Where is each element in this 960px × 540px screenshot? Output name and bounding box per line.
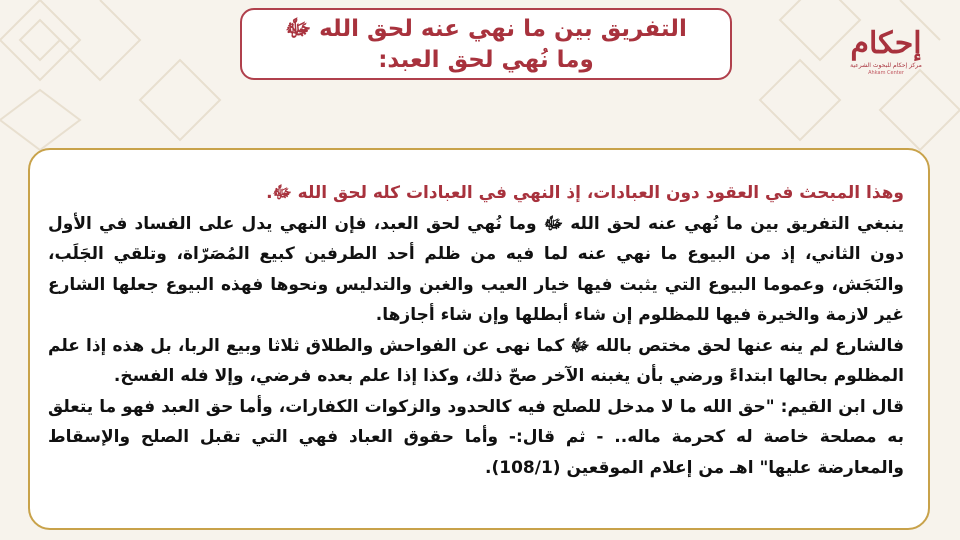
logo-wordmark: إحكام xyxy=(850,26,922,61)
logo-subtitle: مركز إحكام للبحوث الشرعية xyxy=(850,62,922,69)
ibn-qayyim-quote: قال ابن القيم: "حق الله ما لا مدخل للصلح فيه كالحدود والزكوات الكفارات، وأما حق العبد فهو ما يتعلق به مصلحة خاصة له كحرمة ماله.. - ثم قال:- وأما حقوق العباد فهي التي تقبل الصلح والإسقاط والمعارضة عليها" اهـ من إعلام الموقعين (108/1). xyxy=(48,396,904,478)
logo-tagline: Ahkam Center xyxy=(868,70,904,76)
paragraph-2: فالشارع لم ينه عنها لحق مختص بالله ﷻ كما نهى عن الفواحش والطلاق ثلاثا وبيع الربا، بل هذه إذا علم المظلوم بحالها ابتداءً ورضي بأن يغبنه الآخر صحّ ذلك، وكذا إذا علم بعده فرضي، وإلا فله الفسخ. xyxy=(48,335,904,386)
content-frame xyxy=(28,148,930,530)
title-box xyxy=(240,8,732,80)
slide-title-line-1: التفريق بين ما نهي عنه لحق الله ﷻ xyxy=(285,16,687,42)
lead-sentence: وهذا المبحث في العقود دون العبادات، إذ النهي في العبادات كله لحق الله ﷻ. xyxy=(266,183,904,203)
slide-title-line-2: وما نُهي لحق العبد: xyxy=(378,47,594,73)
content-text xyxy=(30,150,928,483)
paragraph-1: ينبغي التفريق بين ما نُهي عنه لحق الله ﷻ وما نُهي لحق العبد، فإن النهي يدل على الفساد في الأول دون الثاني، إذ من البيوع ما نهي عنه لما فيه من ظلم أحد الطرفين كبيع المُصَرّاة، وتلقي الجَلَب، والنَجَش، وعموما البيوع التي يثبت فيها خيار العيب والغبن والتدليس ونحوها فهذه البيوع جعلها الشارع غير لازمة والخيرة فيها للمظلوم إن شاء أبطلها وإن شاء أجازها. xyxy=(48,213,904,325)
ahkam-logo xyxy=(846,26,926,90)
